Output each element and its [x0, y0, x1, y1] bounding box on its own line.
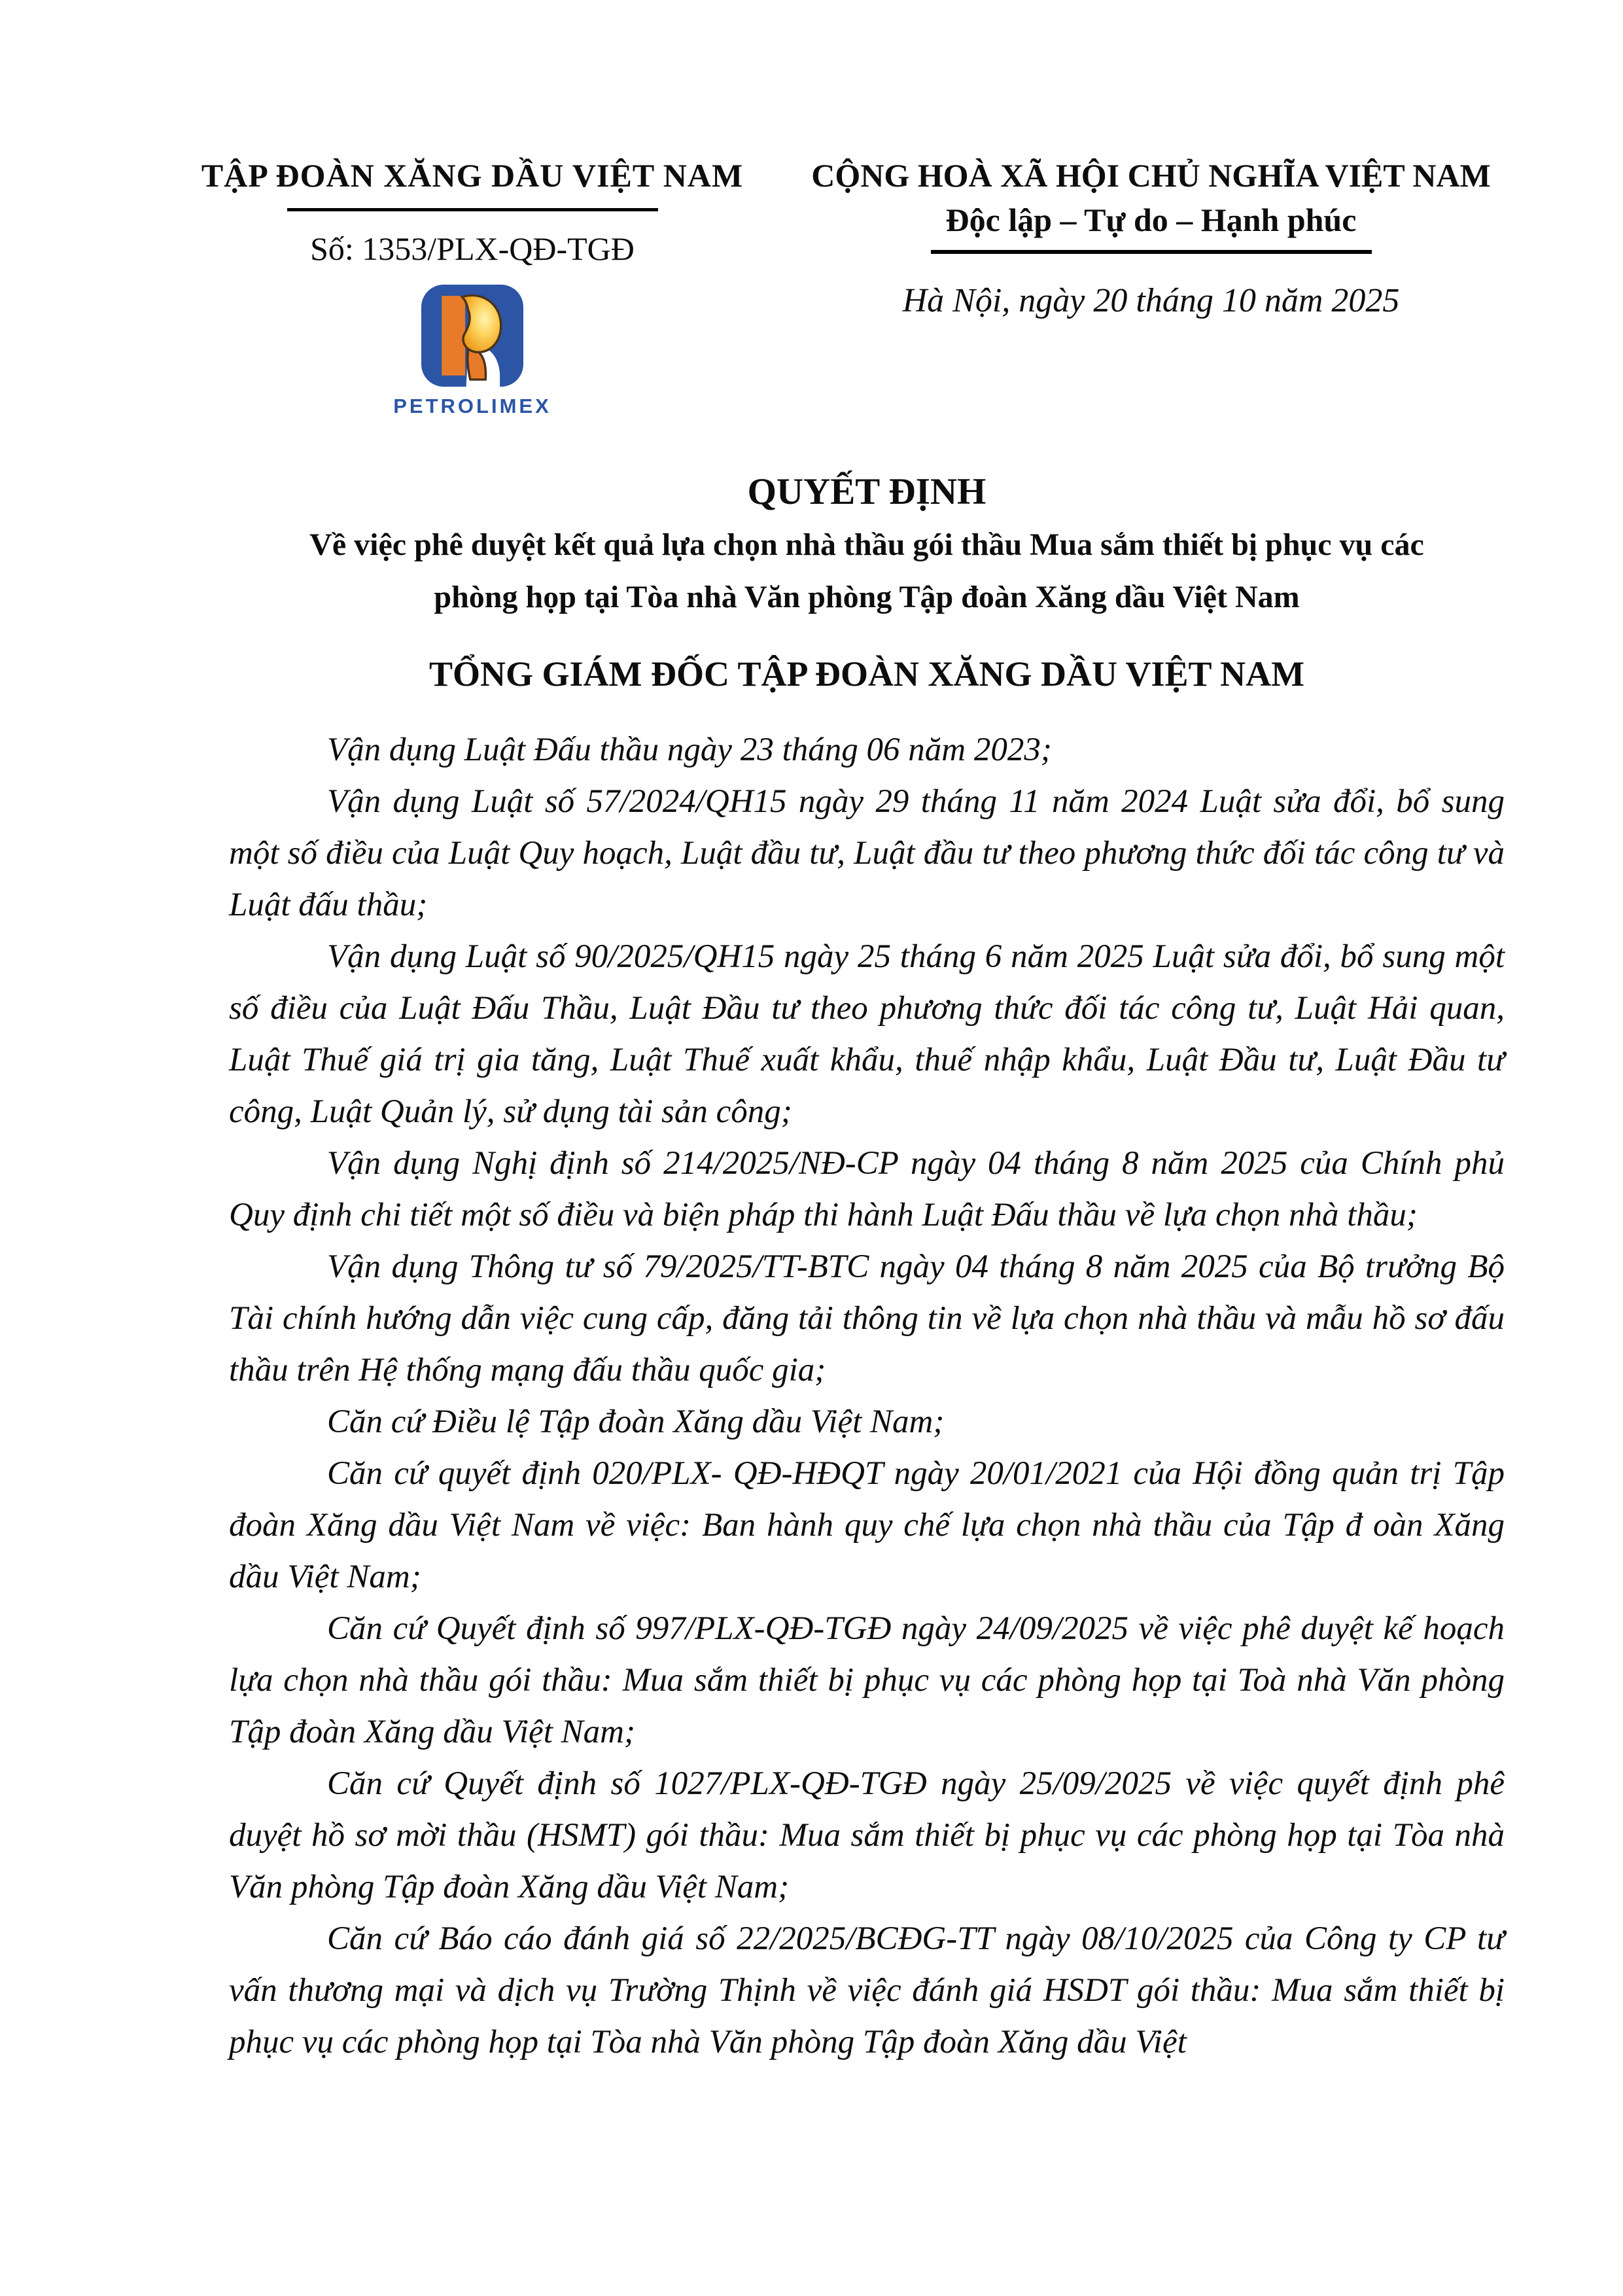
- recital-paragraph: Vận dụng Luật Đấu thầu ngày 23 tháng 06 năm 2023;: [327, 732, 1052, 768]
- org-name: TẬP ĐOÀN XĂNG DẦU VIỆT NAM: [201, 157, 744, 194]
- doc-number: Số: 1353/PLX-QĐ-TGĐ: [310, 230, 635, 267]
- recital-paragraph: Căn cứ quyết định 020/PLX- QĐ-HĐQT ngày 20/01/2021 của Hội đồng quản trị Tập đoàn Xăng dầu Việt Nam về việc: Ban hành quy chế lựa chọn nhà thầu của Tập đ oàn Xăng dầu Việt Nam;: [229, 1455, 1505, 1595]
- recital-paragraph: Vận dụng Thông tư số 79/2025/TT-BTC ngày 04 tháng 8 năm 2025 của Bộ trưởng Bộ Tài chính hướng dẫn việc cung cấp, đăng tải thông tin về lựa chọn nhà thầu và mẫu hồ sơ đấu thầu trên Hệ thống mạng đấu thầu quốc gia;: [229, 1248, 1505, 1388]
- recital-paragraph: Vận dụng Luật số 90/2025/QH15 ngày 25 tháng 6 năm 2025 Luật sửa đổi, bổ sung một số điều của Luật Đấu Thầu, Luật Đầu tư theo phương thức đối tác công tư, Luật Hải quan, Luật Thuế giá trị gia tăng, Luật Thuế xuất khẩu, thuế nhập khẩu, Luật Đầu tư, Luật Đầu tư công, Luật Quản lý, sử dụng tài sản công;: [229, 938, 1505, 1130]
- org-name-underline: [287, 208, 658, 211]
- decision-subtitle-line-1: Về việc phê duyệt kết quả lựa chọn nhà thầu gói thầu Mua sắm thiết bị phục vụ các: [309, 527, 1424, 562]
- recital-paragraph: Vận dụng Nghị định số 214/2025/NĐ-CP ngày 04 tháng 8 năm 2025 của Chính phủ Quy định chi tiết một số điều và biện pháp thi hành Luật Đấu thầu về lựa chọn nhà thầu;: [229, 1145, 1505, 1233]
- header-left-column: [145, 156, 799, 418]
- decision-subtitle-line-2: phòng họp tại Tòa nhà Văn phòng Tập đoàn Xăng dầu Việt Nam: [434, 580, 1300, 614]
- document-header: [0, 0, 1623, 418]
- petrolimex-logo-icon: [421, 285, 523, 387]
- issuer-heading: TỔNG GIÁM ĐỐC TẬP ĐOÀN XĂNG DẦU VIỆT NAM: [428, 654, 1305, 694]
- motto-underline: [931, 250, 1372, 254]
- header-right-column: [799, 156, 1503, 321]
- recital-paragraph: Căn cứ Quyết định số 1027/PLX-QĐ-TGĐ ngày 25/09/2025 về việc quyết định phê duyệt hồ sơ mời thầu (HSMT) gói thầu: Mua sắm thiết bị phục vụ các phòng họp tại Tòa nhà Văn phòng Tập đoàn Xăng dầu Việt Nam;: [229, 1765, 1505, 1905]
- motto: Độc lập – Tự do – Hạnh phúc: [945, 202, 1357, 238]
- decision-title: QUYẾT ĐỊNH: [747, 471, 986, 512]
- national-title: CỘNG HOÀ XÃ HỘI CHỦ NGHĨA VIỆT NAM: [811, 157, 1491, 194]
- logo-orange-p-stem: [442, 296, 465, 376]
- recital-paragraph: Vận dụng Luật số 57/2024/QH15 ngày 29 tháng 11 năm 2024 Luật sửa đổi, bổ sung một số điều của Luật Quy hoạch, Luật đầu tư, Luật đầu tư theo phương thức đối tác công tư và Luật đấu thầu;: [229, 783, 1505, 923]
- decision-subtitle: [229, 519, 1505, 624]
- place-date: Hà Nội, ngày 20 tháng 10 năm 2025: [902, 282, 1400, 319]
- recital-paragraph: Căn cứ Báo cáo đánh giá số 22/2025/BCĐG-TT ngày 08/10/2025 của Công ty CP tư vấn thương mại và dịch vụ Trường Thịnh về việc đánh giá HSDT gói thầu: Mua sắm thiết bị phục vụ các phòng họp tại Tòa nhà Văn phòng Tập đoàn Xăng dầu Việt: [229, 1920, 1505, 2060]
- recital-paragraph: Căn cứ Quyết định số 997/PLX-QĐ-TGĐ ngày 24/09/2025 về việc phê duyệt kế hoạch lựa chọn nhà thầu gói thầu: Mua sắm thiết bị phục vụ các phòng họp tại Toà nhà Văn phòng Tập đoàn Xăng dầu Việt Nam;: [229, 1610, 1505, 1750]
- petrolimex-logo: [145, 285, 799, 418]
- recital-paragraph: Căn cứ Điều lệ Tập đoàn Xăng dầu Việt Nam;: [327, 1404, 945, 1440]
- logo-caption: PETROLIMEX: [393, 395, 551, 417]
- recitals-section: [229, 724, 1505, 2068]
